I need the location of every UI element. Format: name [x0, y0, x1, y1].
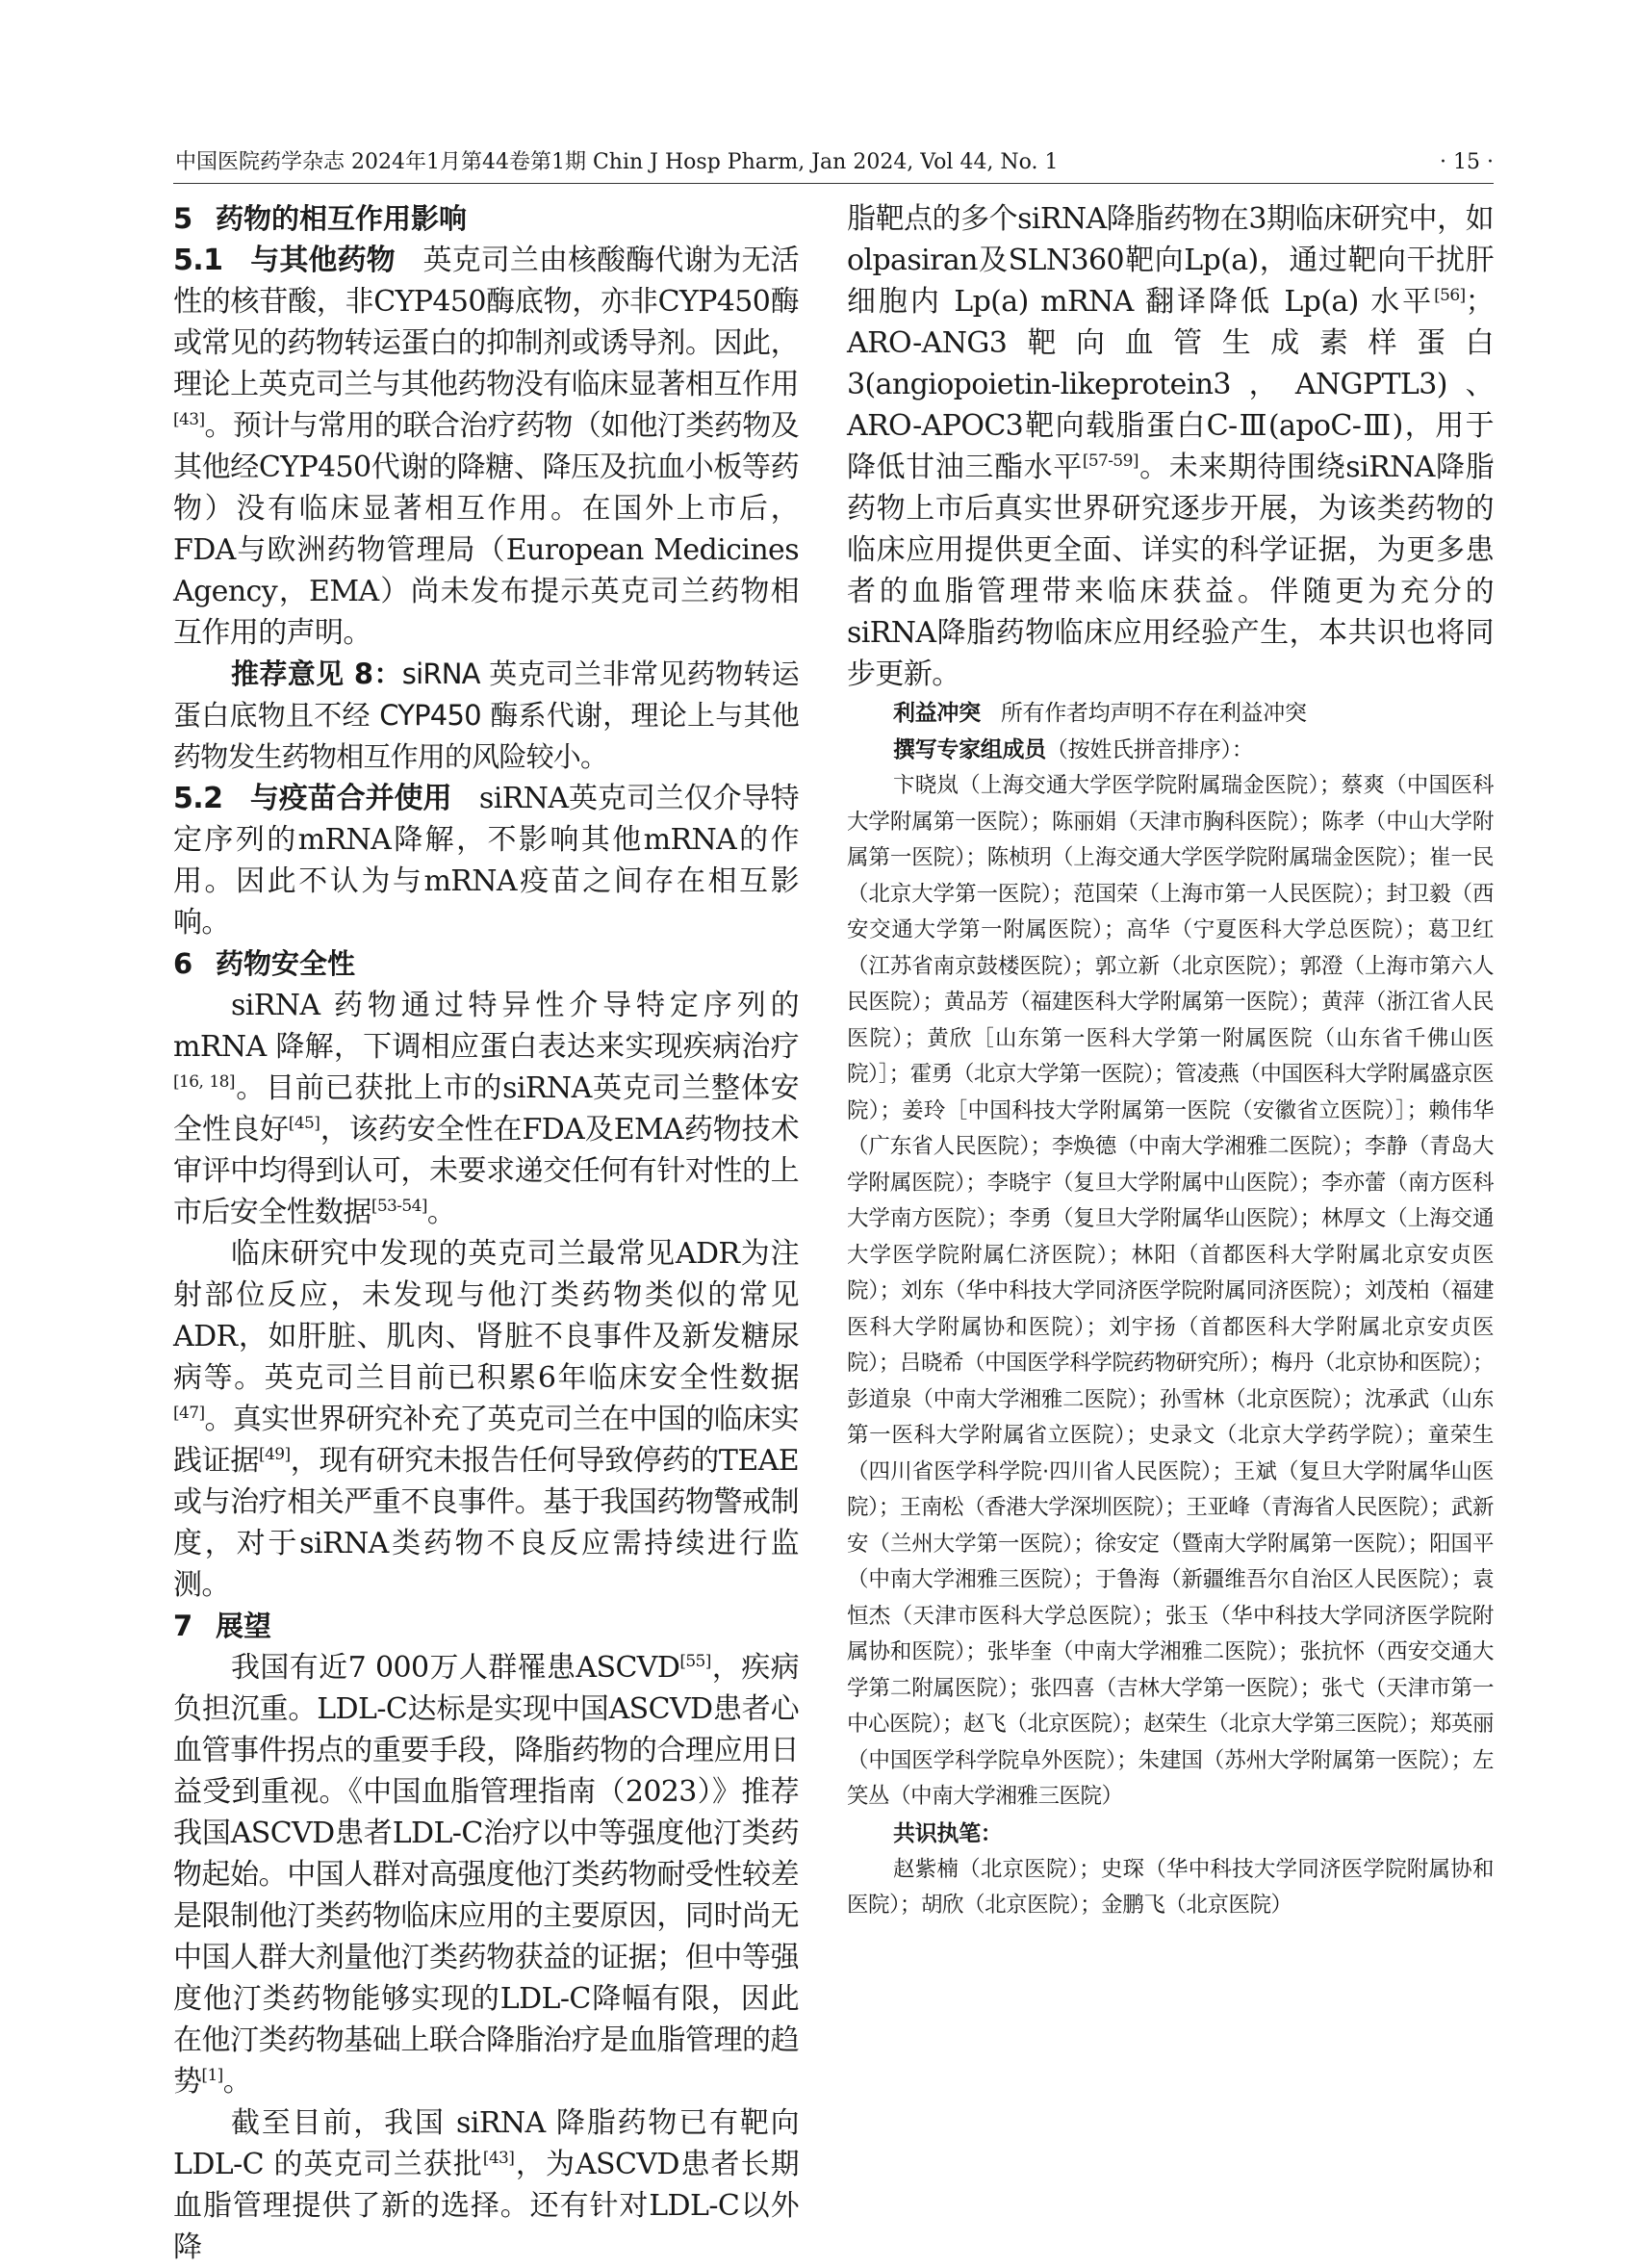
paragraph-text: ，疾病负担沉重。LDL-C达标是实现中国ASCVD患者心血管事件拐点的重要手段，降脂药物的合理应用日益受到重视。《中国血脂管理指南（2023）》推荐我国ASCVD患者LDL-C治疗以中等强度他汀类药物起始。中国人群对高强度他汀类药物耐受性较差是限制他汀类药物临床应用的主要原因，同时尚无中国人群大剂量他汀类药物获益的证据；但中等强度他汀类药物能够实现的LDL-C降幅有限，因此在他汀类药物基础上联合降脂治疗是血脂管理的趋势	[173, 1651, 799, 2099]
paragraph-6-2	[173, 1233, 799, 1606]
section-number: 7	[173, 1610, 193, 1642]
paragraph-text: 。目前已获批上市的siRNA英克司兰整体安全性良好	[173, 1071, 799, 1147]
running-header	[175, 146, 1494, 179]
section-heading-7	[173, 1606, 799, 1647]
citation: [1]	[201, 2066, 223, 2085]
paragraph-text: 临床研究中发现的英克司兰最常见ADR为注射部位反应，未发现与他汀类药物类似的常见ADR，如肝脏、肌肉、肾脏不良事件及新发糖尿病等。英克司兰目前已积累6年临床安全性数据	[173, 1237, 799, 1395]
paragraph-text: 截至目前，我国 siRNA 降脂药物已有靶向 LDL-C 的英克司兰获批	[173, 2106, 799, 2181]
expert-group-members: 卞晓岚（上海交通大学医学院附属瑞金医院）；蔡爽（中国医科大学附属第一医院）；陈丽娟（天津市胸科医院）；陈孝（中山大学附属第一医院）；陈桢玥（上海交通大学医学院附属瑞金医院）；崔一民（北京大学第一医院）；范国荣（上海市第一人民医院）；封卫毅（西安交通大学第一附属医院）；高华（宁夏医科大学总医院）；葛卫红（江苏省南京鼓楼医院）；郭立新（北京医院）；郭澄（上海市第六人民医院）；黄品芳（福建医科大学附属第一医院）；黄萍（浙江省人民医院）；黄欣［山东第一医科大学第一附属医院（山东省千佛山医院）］；霍勇（北京大学第一医院）；管凌燕（中国医科大学附属盛京医院）；姜玲［中国科技大学附属第一医院（安徽省立医院）］；赖伟华（广东省人民医院）；李焕德（中南大学湘雅二医院）；李静（青岛大学附属医院）；李晓宇（复旦大学附属中山医院）；李亦蕾（南方医科大学南方医院）；李勇（复旦大学附属华山医院）；林厚文（上海交通大学医学院附属仁济医院）；林阳（首都医科大学附属北京安贞医院）；刘东（华中科技大学同济医学院附属同济医院）；刘茂柏（福建医科大学附属协和医院）；刘宇扬（首都医科大学附属北京安贞医院）；吕晓希（中国医学科学院药物研究所）；梅丹（北京协和医院）；彭道泉（中南大学湘雅二医院）；孙雪林（北京医院）；沈承武（山东第一医科大学附属省立医院）；史录文（北京大学药学院）；童荣生（四川省医学科学院·四川省人民医院）；王斌（复旦大学附属华山医院）；王南松（香港大学深圳医院）；王亚峰（青海省人民医院）；武新安（兰州大学第一医院）；徐安定（暨南大学附属第一医院）；阳国平（中南大学湘雅三医院）；于鲁海（新疆维吾尔自治区人民医院）；袁恒杰（天津市医科大学总医院）；张玉（华中科技大学同济医学院附属协和医院）；张毕奎（中南大学湘雅二医院）；张抗怀（西安交通大学第二附属医院）；张四喜（吉林大学第一医院）；张弋（天津市第一中心医院）；赵飞（北京医院）；赵荣生（北京大学第三医院）；郑英丽（中国医学科学院阜外医院）；朱建国（苏州大学附属第一医院）；左笑丛（中南大学湘雅三医院）	[847, 773, 1494, 1809]
writers-members: 赵紫楠（北京医院）；史琛（华中科技大学同济医学院附属协和医院）；胡欣（北京医院）；金鹏飞（北京医院）	[847, 1856, 1494, 1918]
subsection-number: 5.1	[173, 244, 223, 277]
paragraph-5-1	[173, 240, 799, 654]
subsection-title: 与其他药物	[250, 244, 396, 277]
paragraph-text: 我国有近7 000万人群罹患ASCVD	[231, 1651, 680, 1685]
paragraph-text: siRNA英克司兰仅介导特定序列的mRNA降解，不影响其他mRNA的作用。因此不认为与mRNA疫苗之间存在相互影响。	[173, 782, 799, 940]
left-column	[173, 198, 799, 2268]
expert-group-heading	[847, 732, 1494, 768]
conflict-of-interest	[847, 695, 1494, 732]
paragraph-text: 。真实世界研究补充了英克司兰在中国的临床实践证据	[173, 1403, 799, 1478]
writers-heading	[847, 1816, 1494, 1852]
paragraph-5-2	[173, 778, 799, 943]
paragraph-7-1	[173, 1647, 799, 2102]
conflict-text: 所有作者均声明不存在利益冲突	[1000, 701, 1307, 726]
expert-group-note: （按姓氏拼音排序）：	[1045, 737, 1254, 762]
paragraph-text: 英克司兰由核酸酶代谢为无活性的核苷酸，非CYP450酶底物，亦非CYP450酶或常见的药物转运蛋白的抑制剂或诱导剂。因此，理论上英克司兰与其他药物没有临床显著相互作用	[173, 244, 799, 401]
paragraph-text: 。	[426, 1196, 456, 1229]
section-heading-5	[173, 198, 799, 240]
citation: [57-59]	[1082, 451, 1138, 471]
paragraph-text: 。预计与常用的联合治疗药物（如他汀类药物及其他经CYP450代谢的降糖、降压及抗血小板等药物）没有临床显著相互作用。在国外上市后，FDA与欧洲药物管理局（European Medicines Agency，EMA）尚未发布提示英克司兰药物相互作用的声明。	[173, 409, 799, 650]
paragraph-7-2	[173, 2102, 799, 2268]
citation: [43]	[482, 2149, 515, 2168]
paragraph-text: 。	[222, 2065, 252, 2099]
citation: [53-54]	[371, 1197, 427, 1216]
section-title: 药物安全性	[216, 947, 356, 980]
page-number: · 15 ·	[1440, 150, 1494, 174]
paragraph-text: siRNA 药物通过特异性介导特定序列的 mRNA 降解，下调相应蛋白表达来实现疾病治疗	[173, 989, 799, 1064]
section-title: 药物的相互作用影响	[216, 202, 468, 235]
paragraph-6-1	[173, 985, 799, 1233]
right-column	[847, 198, 1494, 1924]
section-number: 6	[173, 947, 193, 980]
recommendation-text: siRNA 英克司兰非常见药物转运蛋白底物且不经 CYP450 酶系代谢，理论上与其他药物发生药物相互作用的风险较小。	[173, 657, 799, 773]
citation: [49]	[259, 1445, 291, 1464]
section-heading-6	[173, 943, 799, 985]
journal-citation: 中国医院药学杂志 2024年1月第44卷第1期 Chin J Hosp Pharm, Jan 2024, Vol 44, No. 1	[175, 150, 1059, 174]
writers-label: 共识执笔：	[893, 1820, 1003, 1846]
paragraph-text: ，为ASCVD患者长期血脂管理提供了新的选择。还有针对LDL-C以外降	[173, 2148, 799, 2264]
subsection-title: 与疫苗合并使用	[249, 782, 452, 815]
paragraph-text: ，该药安全性在FDA及EMA药物技术审评中均得到认可，未要求递交任何有针对性的上市后安全性数据	[173, 1113, 799, 1229]
paragraph-7-2-continued	[847, 198, 1494, 695]
section-title: 展望	[216, 1610, 272, 1642]
paragraph-text: 脂靶点的多个siRNA降脂药物在3期临床研究中，如olpasiran及SLN360靶向Lp(a)，通过靶向干扰肝细胞内 Lp(a) mRNA 翻译降低 Lp(a) 水平	[847, 202, 1494, 319]
section-number: 5	[173, 202, 193, 235]
citation: [56]	[1434, 286, 1466, 305]
citation: [16, 18]	[173, 1072, 235, 1092]
recommendation-label: 推荐意见 8：	[231, 657, 402, 690]
conflict-label: 利益冲突	[893, 701, 981, 726]
subsection-number: 5.2	[173, 782, 223, 815]
citation: [55]	[679, 1652, 711, 1671]
citation: [43]	[173, 410, 205, 429]
paragraph-text: ；ARO-ANG3靶向血管生成素样蛋白3(angiopoietin-likeprotein3，ANGPTL3)、ARO-APOC3靶向载脂蛋白C-Ⅲ(apoC-Ⅲ)，用于降低甘油三酯水平	[847, 285, 1494, 484]
recommendation-8	[173, 654, 799, 778]
paragraph-text: ，现有研究未报告任何导致停药的TEAE或与治疗相关严重不良事件。基于我国药物警戒制度，对于siRNA类药物不良反应需持续进行监测。	[173, 1444, 799, 1602]
expert-group-label: 撰写专家组成员	[893, 737, 1046, 762]
paragraph-text: 。未来期待围绕siRNA降脂药物上市后真实世界研究逐步开展，为该类药物的临床应用提供更全面、详实的科学证据，为更多患者的血脂管理带来临床获益。伴随更为充分的siRNA降脂药物临床应用经验产生，本共识也将同步更新。	[847, 451, 1494, 691]
header-rule	[173, 183, 1494, 184]
citation: [47]	[173, 1404, 205, 1423]
citation: [45]	[288, 1114, 320, 1133]
